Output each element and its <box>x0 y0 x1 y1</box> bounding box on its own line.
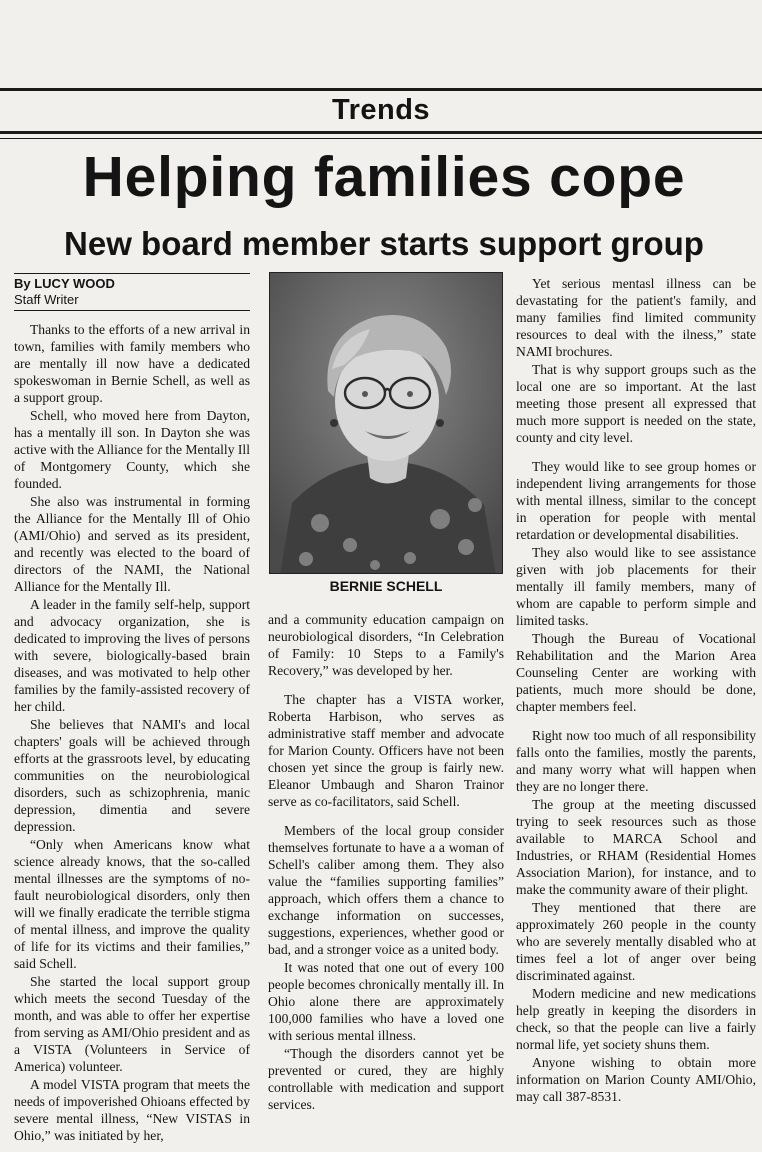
paragraph: Right now too much of all responsibility falls onto the families, mostly the parents, and many worry what will happen when they are no longer there. <box>516 728 756 794</box>
portrait-illustration <box>270 273 503 574</box>
byline-role: Staff Writer <box>14 292 79 307</box>
subheadline: New board member starts support group <box>64 225 704 262</box>
byline-rule-top <box>14 273 250 274</box>
paragraph: Members of the local group consider themselves fortunate to have a a woman of Schell's caliber among them. They also value the “families supporting families” approach, which offers them a chance to exchange information on successes, suggestions, experiences, whether good or bad, and a stronger voice as a united body. <box>268 823 504 957</box>
article-column-left <box>14 321 250 1145</box>
paragraph: Schell, who moved here from Dayton, has a mentally ill son. In Dayton she was active with the Alliance for the Mentally Ill of Montgomery County, which she founded. <box>14 408 250 491</box>
paragraph: They mentioned that there are approximately 260 people in the county who are severely mentally disabled who at times feel a lot of anger over being discriminated against. <box>516 900 756 983</box>
paragraph: She also was instrumental in forming the Alliance for the Mentally Ill of Ohio (AMI/Ohio) and served as its president, and recently was elected to the board of directors of the NAMI, the National Alliance for the Mentally Ill. <box>14 494 250 594</box>
portrait-photo <box>269 272 503 574</box>
paragraph: They would like to see group homes or independent living arrangements for those with mental illness, similar to the concept in operation for people with mental retardation or developmental disabilities. <box>516 459 756 542</box>
article-column-middle <box>268 611 504 1114</box>
byline-rule-bottom <box>14 310 250 311</box>
paragraph: Yet serious mentasl illness can be devastating for the patient's family, and many families find limited community resources to deal with the ilness,” state NAMI brochures. <box>516 276 756 359</box>
paragraph: That is why support groups such as the local one are so important. At the last meeting those present all expressed that much more support is needed on the state, county and city level. <box>516 362 756 445</box>
section-label: Trends <box>331 94 431 126</box>
section-rule-thin <box>0 138 762 139</box>
top-rule-thin <box>0 88 762 91</box>
paragraph: “Though the disorders cannot yet be prevented or cured, they are highly controllable with medication and support services. <box>268 1046 504 1112</box>
paragraph: A leader in the family self-help, support and advocacy organization, she is dedicated to improving the lives of persons with severe, biologically-based brain diseases, and was motivated to help other families by the family-assisted recovery of her child. <box>14 597 250 714</box>
paragraph: She started the local support group which meets the second Tuesday of the month, and was able to offer her expertise from serving as AMI/Ohio president and as a VISTA (Volunteers in Service of America) volunteer. <box>14 974 250 1074</box>
photo-caption: BERNIE SCHELL <box>329 578 443 594</box>
paragraph: Though the Bureau of Vocational Rehabilitation and the Marion Area Counseling Center are working with patients, much more should be done, chapter members feel. <box>516 631 756 714</box>
article-column-right <box>516 275 756 1106</box>
paragraph: “Only when Americans know what science already knows, that the so-called mental illnesses are the symptoms of no-fault neurobiological disorders, only then will we finally eradicate the terrible stigma of mental illness, and improve the quality of life for its victims and their families,” said Schell. <box>14 837 250 971</box>
paragraph: A model VISTA program that meets the needs of impoverished Ohioans effected by severe mental illness, “New VISTAS in Ohio,” was initiated by her, <box>14 1077 250 1143</box>
headline: Helping families cope <box>82 145 686 209</box>
paragraph: and a community education campaign on neurobiological disorders, “In Celebration of Family: 10 Steps to a Family's Recovery,” was developed by her. <box>268 612 504 678</box>
paragraph: Modern medicine and new medications help greatly in keeping the disorders in check, so that the people can live a fairly normal life, yet society shuns them. <box>516 986 756 1052</box>
paragraph: The chapter has a VISTA worker, Roberta Harbison, who serves as administrative staff member and advocate for Marion County. Officers have not been chosen yet since the group is fairly new. Eleanor Umbaugh and Sharon Trainor serve as co-facilitators, said Schell. <box>268 692 504 809</box>
paragraph: She believes that NAMI's and local chapters' goals will be achieved through efforts at the grassroots level, by educating communities on the neurobiological disorders, such as schizophrenia, manic depression, dimentia and severe depression. <box>14 717 250 834</box>
byline-author: By LUCY WOOD <box>14 276 115 291</box>
paragraph: The group at the meeting discussed trying to seek resources such as those available to MARCA School and Industries, or RHAM (Residential Homes Association Marion), for instance, and to make the community aware of their plight. <box>516 797 756 897</box>
paragraph: Thanks to the efforts of a new arrival in town, families with family members who are mentally ill now have a dedicated spokeswoman in Bernie Schell, as well as a support group. <box>14 322 250 405</box>
paragraph: Anyone wishing to obtain more information on Marion County AMI/Ohio, may call 387-8531. <box>516 1055 756 1104</box>
byline <box>14 276 252 308</box>
section-rule-thick <box>0 131 762 134</box>
paragraph: They also would like to see assistance given with job placements for their mentally ill family members, many of whom are capable to perform simple and limited tasks. <box>516 545 756 628</box>
paragraph: It was noted that one out of every 100 people becomes chronically mentally ill. In Ohio alone there are approximately 100,000 families who have a loved one with serious mental illness. <box>268 960 504 1043</box>
